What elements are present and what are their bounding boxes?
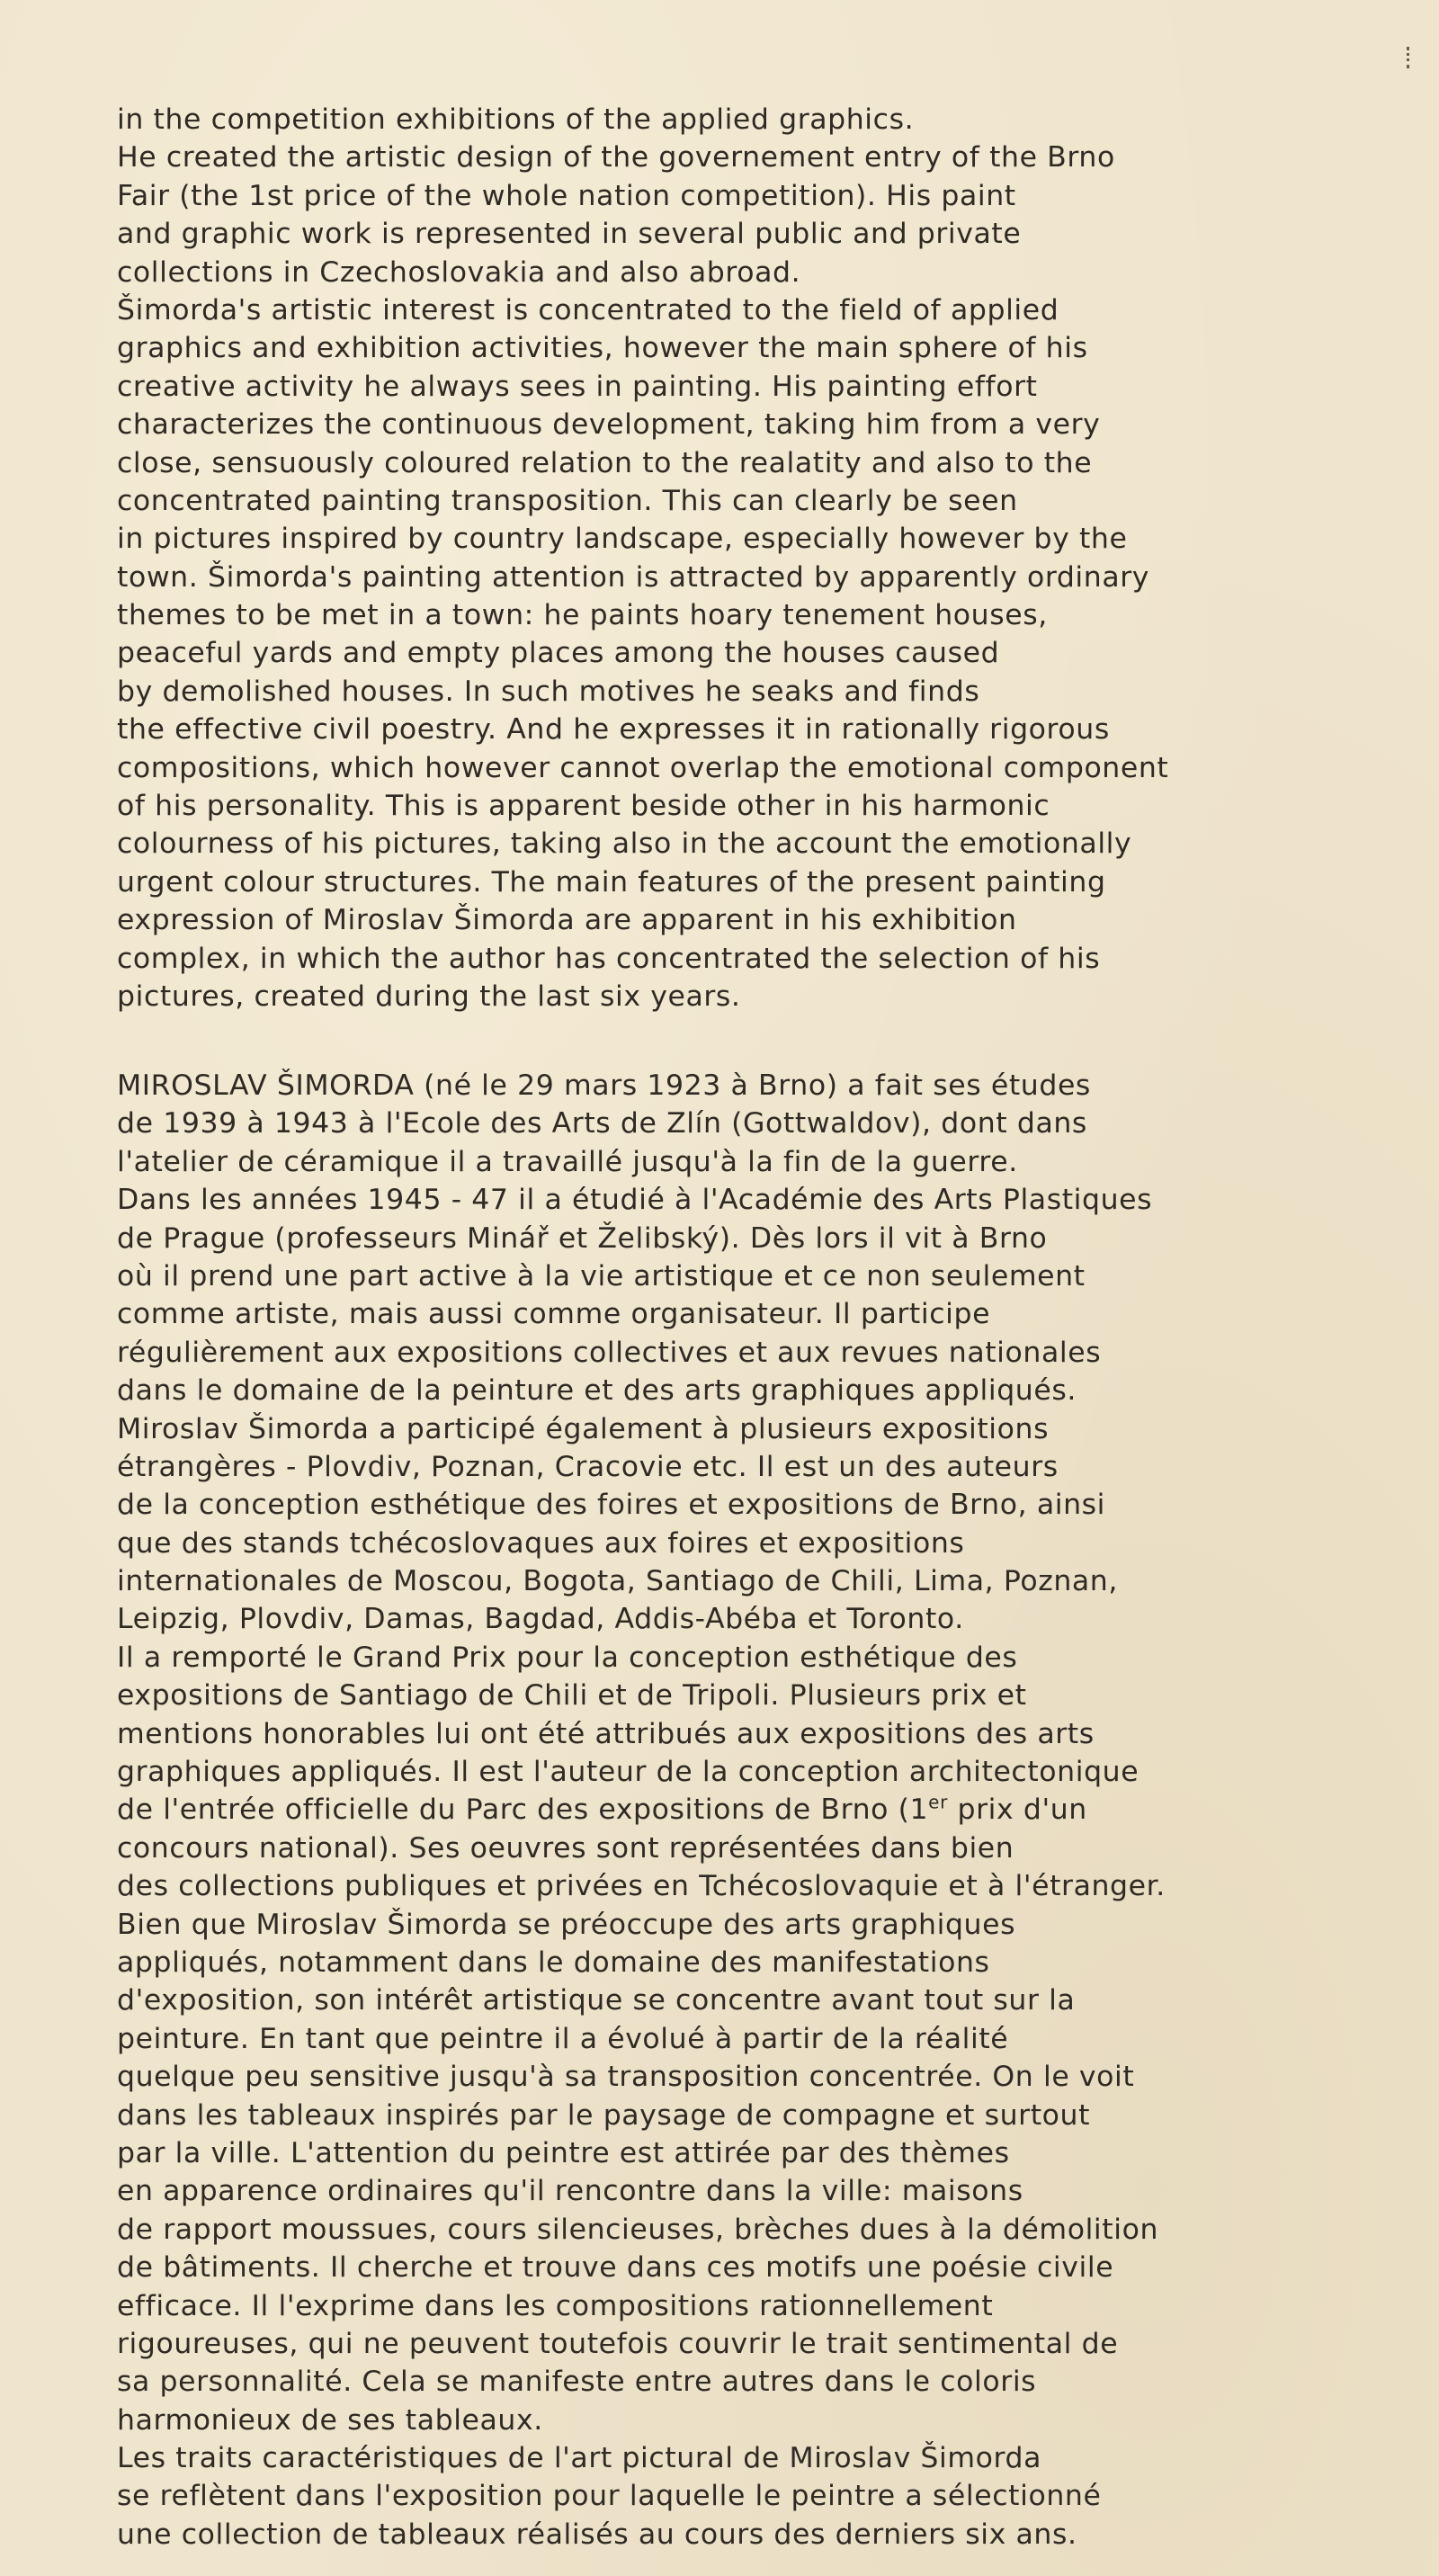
text-line: quelque peu sensitive jusqu'à sa transposition concentrée. On le voit <box>117 2061 1135 2094</box>
text-line: d'exposition, son intérêt artistique se concentre avant tout sur la <box>117 1984 1076 2017</box>
text-line: graphiques appliqués. Il est l'auteur de la conception architectonique <box>117 1756 1140 1789</box>
text-line: expression of Miroslav Šimorda are apparent in his exhibition <box>117 904 1017 937</box>
text-line: He created the artistic design of the governement entry of the Brno <box>117 141 1115 174</box>
text-line: en apparence ordinaires qu'il rencontre dans la ville: maisons <box>117 2175 1023 2208</box>
text-line: peaceful yards and empty places among the houses caused <box>117 637 1000 670</box>
text-line: Les traits caractéristiques de l'art pictural de Miroslav Šimorda <box>117 2442 1042 2475</box>
text-line: and graphic work is represented in several public and private <box>117 218 1022 251</box>
text-line: compositions, which however cannot overlap the emotional component <box>117 751 1169 784</box>
text-line: mentions honorables lui ont été attribués aux expositions des arts <box>117 1717 1095 1750</box>
text-line: Miroslav Šimorda a participé également à plusieurs expositions <box>117 1412 1050 1445</box>
text-line: concours national). Ses oeuvres sont représentées dans bien <box>117 1831 1014 1865</box>
text-line: l'atelier de céramique il a travaillé jusqu'à la fin de la guerre. <box>117 1145 1018 1178</box>
text-line: close, sensuously coloured relation to the realatity and also to the <box>117 446 1093 479</box>
text-line: étrangères - Plovdiv, Poznan, Cracovie etc. Il est un des auteurs <box>117 1450 1059 1483</box>
text-line: Il a remporté le Grand Prix pour la conception esthétique des <box>117 1641 1018 1674</box>
text-line: régulièrement aux expositions collectives et aux revues nationales <box>117 1336 1102 1369</box>
text-line: in the competition exhibitions of the applied graphics. <box>117 103 915 136</box>
text-line: de Prague (professeurs Minář et Želibský). Dès lors il vit à Brno <box>117 1221 1048 1255</box>
text-line: sa personnalité. Cela se manifeste entre autres dans le coloris <box>117 2366 1037 2399</box>
text-line: où il prend une part active à la vie artistique et ce non seulement <box>117 1259 1086 1292</box>
paper-mark <box>1407 47 1412 68</box>
text-line: complex, in which the author has concentrated the selection of his <box>117 942 1101 975</box>
text-line: Dans les années 1945 - 47 il a étudié à l'Académie des Arts Plastiques <box>117 1184 1153 1217</box>
text-line: Fair (the 1st price of the whole nation competition). His paint <box>117 179 1016 212</box>
ordinal-superscript: er <box>928 1791 948 1813</box>
text-line: Šimorda's artistic interest is concentrated to the field of applied <box>117 293 1059 326</box>
text-line: appliqués, notamment dans le domaine des manifestations <box>117 1945 990 1979</box>
text-line: concentrated painting transposition. This can clearly be seen <box>117 484 1018 517</box>
text-line: de 1939 à 1943 à l'Ecole des Arts de Zlín (Gottwaldov), dont dans <box>117 1107 1087 1140</box>
text-line: urgent colour structures. The main features of the present painting <box>117 865 1106 899</box>
text-line: efficace. Il l'exprime dans les compositions rationnellement <box>117 2289 994 2322</box>
text-line: se reflètent dans l'exposition pour laquelle le peintre a sélectionné <box>117 2480 1102 2513</box>
text-line: peinture. En tant que peintre il a évolué à partir de la réalité <box>117 2022 1009 2055</box>
text-line: une collection de tableaux réalisés au cours des derniers six ans. <box>117 2518 1077 2551</box>
text-line: the effective civil poestry. And he expresses it in rationally rigorous <box>117 713 1110 747</box>
text-line: MIROSLAV ŠIMORDA (né le 29 mars 1923 à Brno) a fait ses études <box>117 1069 1091 1102</box>
text-line: in pictures inspired by country landscape, especially however by the <box>117 523 1128 556</box>
text-line: graphics and exhibition activities, however the main sphere of his <box>117 332 1088 365</box>
text-line: pictures, created during the last six years. <box>117 979 741 1013</box>
text-line: of his personality. This is apparent beside other in his harmonic <box>117 790 1050 823</box>
text-line: characterizes the continuous development, taking him from a very <box>117 408 1101 442</box>
text-line: de la conception esthétique des foires et expositions de Brno, ainsi <box>117 1489 1106 1522</box>
text-line: dans les tableaux inspirés par le paysage de compagne et surtout <box>117 2098 1091 2132</box>
text-line: Leipzig, Plovdiv, Damas, Bagdad, Addis-Abéba et Toronto. <box>117 1603 964 1636</box>
text-line: themes to be met in a town: he paints hoary tenement houses, <box>117 599 1048 632</box>
text-line: by demolished houses. In such motives he seaks and finds <box>117 675 980 708</box>
text-line: collections in Czechoslovakia and also abroad. <box>117 255 801 289</box>
text-line: rigoureuses, qui ne peuvent toutefois couvrir le trait sentimental de <box>117 2327 1119 2360</box>
text-line: dans le domaine de la peinture et des arts graphiques appliqués. <box>117 1374 1077 1408</box>
text-line: comme artiste, mais aussi comme organisateur. Il participe <box>117 1298 991 1331</box>
text-line: creative activity he always sees in painting. His painting effort <box>117 370 1038 403</box>
text-line: de rapport moussues, cours silencieuses, brèches dues à la démolition <box>117 2213 1159 2246</box>
text-line: colourness of his pictures, taking also in the account the emotionally <box>117 827 1132 861</box>
text-line: de l'entrée officielle du Parc des expositions de Brno (1er prix d'un <box>117 1791 1087 1827</box>
text-line: internationales de Moscou, Bogota, Santiago de Chili, Lima, Poznan, <box>117 1565 1118 1598</box>
text-line: Bien que Miroslav Šimorda se préoccupe des arts graphiques <box>117 1908 1016 1941</box>
text-line: des collections publiques et privées en Tchécoslovaquie et à l'étranger. <box>117 1870 1166 1903</box>
text-line: que des stands tchécoslovaques aux foires et expositions <box>117 1526 965 1560</box>
text-line: expositions de Santiago de Chili et de Tripoli. Plusieurs prix et <box>117 1679 1027 1713</box>
french-text-block <box>117 1067 1412 2554</box>
text-line: par la ville. L'attention du peintre est attirée par des thèmes <box>117 2136 1010 2169</box>
text-line: town. Šimorda's painting attention is attracted by apparently ordinary <box>117 560 1150 594</box>
text-line: harmonieux de ses tableaux. <box>117 2403 543 2437</box>
english-text-block <box>117 101 1412 1015</box>
text-line: de bâtiments. Il cherche et trouve dans ces motifs une poésie civile <box>117 2251 1114 2285</box>
